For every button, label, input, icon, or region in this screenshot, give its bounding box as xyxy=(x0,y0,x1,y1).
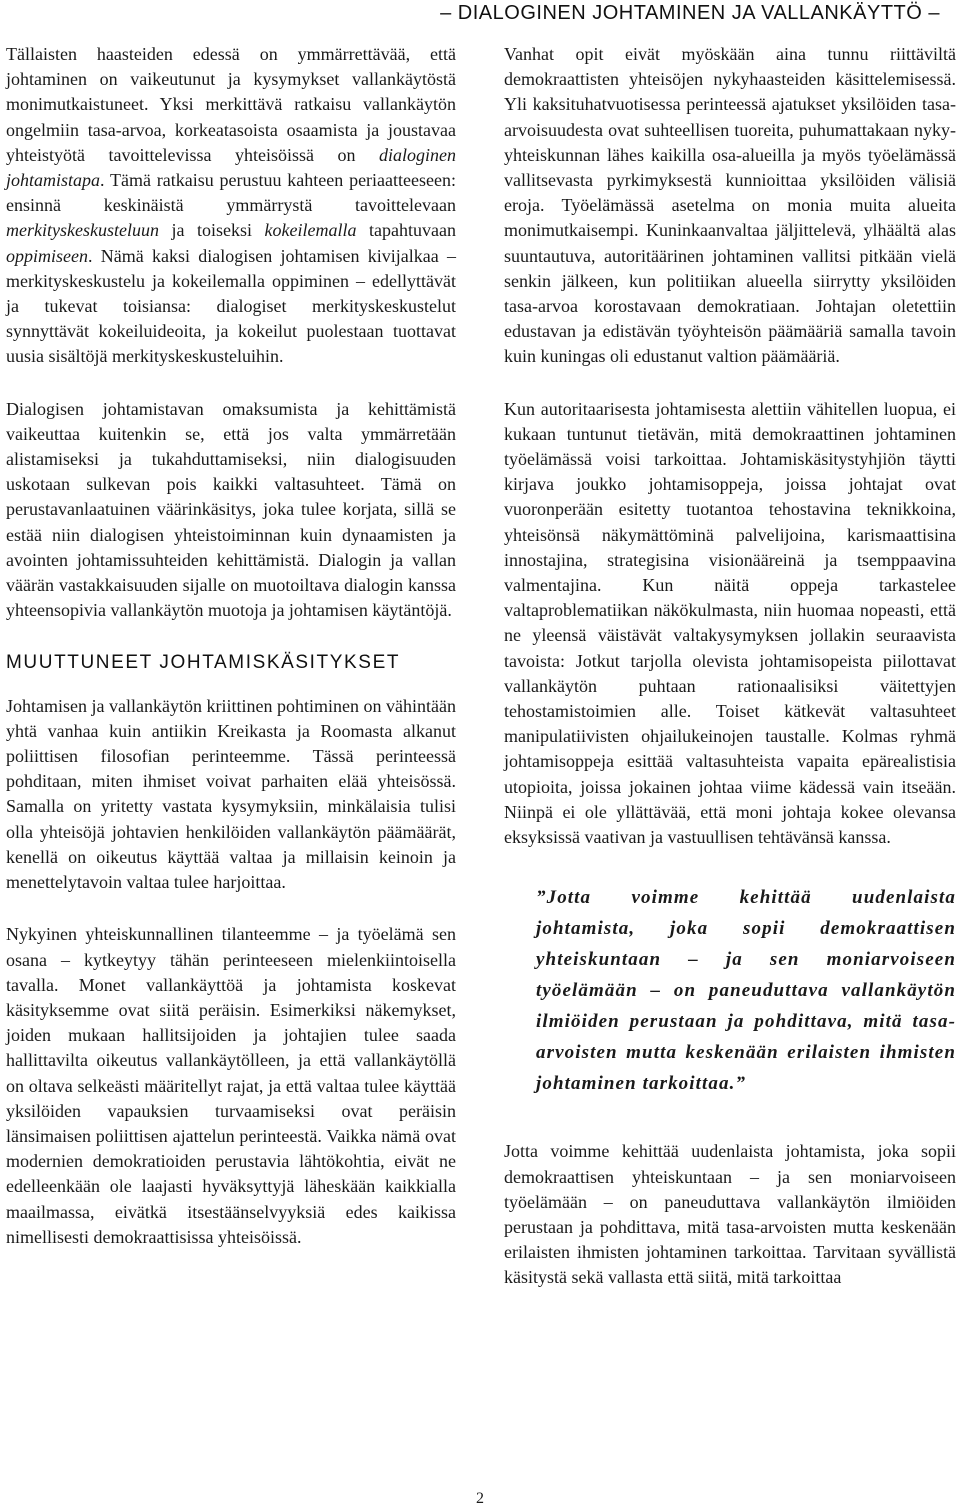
emphasis-merkityskeskusteluun: merkityskeskusteluun xyxy=(6,220,159,241)
emphasis-oppimiseen: oppimiseen xyxy=(6,245,88,266)
text-segment: . Tämä ratkaisu perustuu kahteen periaatteeseen: ensinnä keskinäistä ymmärrystä tavoittelevaan xyxy=(6,170,456,216)
text-segment: Tällaisten haasteiden edessä on ymmärrettävää, että johtaminen on vaikeutunut ja kysymykset vallankäytöstä monimutkaistuneet. Yksi merkittävä ratkaisu vallankäytön ongelmiin tasa-arvoa, korkeatasoista osaamista ja joustavaa yhteistyötä tavoittelevissa yhteisöissä on xyxy=(6,44,456,165)
text-segment: . Nämä kaksi dialogisen johtamisen kivijalkaa – merkityskeskustelu ja kokeilemalla oppiminen – edellyttävät ja tukevat toisiansa: dialogiset merkityskeskustelut synnyttävät kokeiluideoita, ja kokeilut puolestaan tuottavat uusia sisältöjä merkityskeskusteluihin. xyxy=(6,245,456,367)
left-column xyxy=(6,42,456,1277)
emphasis-kokeilemalla: kokeilemalla xyxy=(264,220,357,241)
right-column xyxy=(504,42,956,1318)
paragraph-dialogic-solution xyxy=(6,42,456,370)
paragraph-old-doctrines: Vanhat opit eivät myöskään aina tunnu riittäviltä demokraattisten yhteisöjen nykyhaasteiden käsittelemisessä. Yli kaksituhatvuotisessa perinteessä ajatukset yksilöiden tasa-arvoisuudesta ovat suhteellisen tuoreita, puhumattakaan nyky-yhteiskunnan lähes kaikilla osa-alueilla ja myös työelämässä vallitsevasta pyrkimyksestä kunnioittaa yksilöiden välisiä eroja. Työelämässä asetelma on monia muita alueita monimutkaisempi. Kuninkaanvaltaa jäljittelevä, ylhäältä alas suuntautuva, autoritäärinen johtaminen vallitsi pitkään vielä senkin jälkeen, kun politiikan alueella siirrytty yksilöiden tasa-arvoa korostavaan demokratiaan. Johtajan oletettiin edustavan ja edistävän työyhteisön päämääriä samalla tavoin kuin kuningas oli edustanut valtion päämääriä. xyxy=(504,44,956,367)
pull-quote: ”Jotta voimme kehittää uudenlaista johtamista, joka sopii demokraattisen yhteiskuntaan – ja sen moniarvoiseen työelämään – on paneuduttava vallankäytön ilmiöiden perustaan ja pohdittava, mitä tasa-arvoisten mutta keskenään erilaisten ihmisten johtaminen tarkoittaa.” xyxy=(536,887,956,1095)
paragraph-tradition: Johtamisen ja vallankäytön kriittinen pohtiminen on vähintään yhtä vanhaa kuin antiikin Kreikasta ja Roomasta alkanut poliittisen filosofian perinteemme. Tässä perinteessä pohditaan, miten ihmiset voivat parhaiten elää yhteisössä. Samalla on yritetty vastata kysymyksiin, minkälaisia tulisi olla yhteisöjä johtavien henkilöiden vallankäytön päämäärät, kenellä on oikeutus käyttää valtaa ja millaisin keinoin ja menettelytavoin valtaa tulee harjoittaa. xyxy=(6,695,456,893)
paragraph-current-situation: Nykyinen yhteiskunnallinen tilanteemme – ja työelämä sen osana – kytkeytyy tähän perinteeseen mielenkiintoisella tavalla. Monet vallankäyttöä ja johtamista koskevat käsityksemme ovat siitä peräisin. Esimerkiksi näkemykset, joiden mukaan hallitsijoiden ja johtajien tulee saada hallittavilta oikeutus vallankäytölleen, ja että vallankäytöllä on oltava selkeästi määritellyt rajat, ja että valtaa tulee käyttää yksilöiden vapauksien turvaamiseksi ovat peräisin länsimaisen poliittisen ajattelun perinteestä. Vaikka nämä ovat modernien demokratioiden perustavia lähtökohtia, eivät ne edelleenkään ole laajasti hyväksyttyjä läheskään kaikkialla maailmassa, eivätkä itsestäänselvyyksiä edes kaikissa nimellisesti demokraattisissa yhteisöissä. xyxy=(6,924,456,1247)
page-number: 2 xyxy=(476,1490,484,1507)
section-heading: MUUTTUNEET JOHTAMISKÄSITYKSET xyxy=(6,652,401,674)
paragraph-authoritarian-transition: Kun autoritaarisesta johtamisesta alettiin vähitellen luopua, ei kukaan tuntunut tietävän, mitä demokraattinen johtaminen työelämässä voisi tarkoittaa. Johtamiskäsitystyhjiön täytti kirjava joukko johtamisoppeja, joissa johtajat ovat vuoronperään esitetty tuotantoa tehostavina teknikkoina, yhteisönsä näkymättöminä palvelijoina, karismaattisina innostajina, strategisina visionääreinä ja tsemppaavina valmentajina. Kun näitä oppeja tarkastelee valtaproblematiikan näkökulmasta, niin huomaa nopeasti, että ne yleensä väistävät valtakysymyksen jollakin seuraavista tavoista: Jotkut tarjolla olevista johtamisopeista piilottavat vallankäytön puhtaan rationaalisiksi väitettyjen tehostamistoimien alle. Toiset kätkevät valtasuhteet manipulatiivisten ohjailukeinojen taustalle. Kolmas ryhmä johtamisoppeja esittää valtasuhteista vapaita epärealistisia utopioita, joissa jokainen johtaa viime kädessä vain itseään. Niinpä ei ole yllättävää, että moni johtaja kokee olevansa eksyksissä vaativan ja vastuullisen tehtävänsä kanssa. xyxy=(504,398,956,848)
paragraph-conclusion: Jotta voimme kehittää uudenlaista johtamista, joka sopii demokraattisen yhteiskuntaan – ja sen moniarvoiseen työelämään – on paneuduttava vallankäytön ilmiöiden perustaan ja pohdittava, mitä tasa-arvoisten mutta keskenään erilaisten ihmisten johtaminen tarkoittaa. Tarvitaan syvällistä käsitystä sekä vallasta että siitä, mitä tarkoittaa xyxy=(504,1141,956,1288)
paragraph-misconception: Dialogisen johtamistavan omaksumista ja kehittämistä vaikeuttaa kuitenkin se, että jos valta ymmärretään alistamiseksi ja tukahduttamiseksi, niin dialogisuuden uskotaan sulkevan pois kaikki valtasuhteet. Tämä on perustavanlaatuinen väärinkäsitys, joka tulee korjata, sillä se estää niin dialogisen yhteistoiminnan kuin dynaamisten ja avointen johtamissuhteiden kehittämistä. Dialogin ja vallan väärän vastakkaisuuden sijalle on muotoiltava dialogin kanssa yhteensopivia vallankäytön muotoja ja johtamisen käytäntöjä. xyxy=(6,398,456,621)
text-segment: tapahtuvaan xyxy=(356,220,456,241)
text-segment: ja toiseksi xyxy=(158,220,265,241)
running-header: – DIALOGINEN JOHTAMINEN JA VALLANKÄYTTÖ – xyxy=(440,2,940,24)
emphasis-dialoginen-johtamistapa: dialoginen johtamistapa xyxy=(6,144,456,191)
